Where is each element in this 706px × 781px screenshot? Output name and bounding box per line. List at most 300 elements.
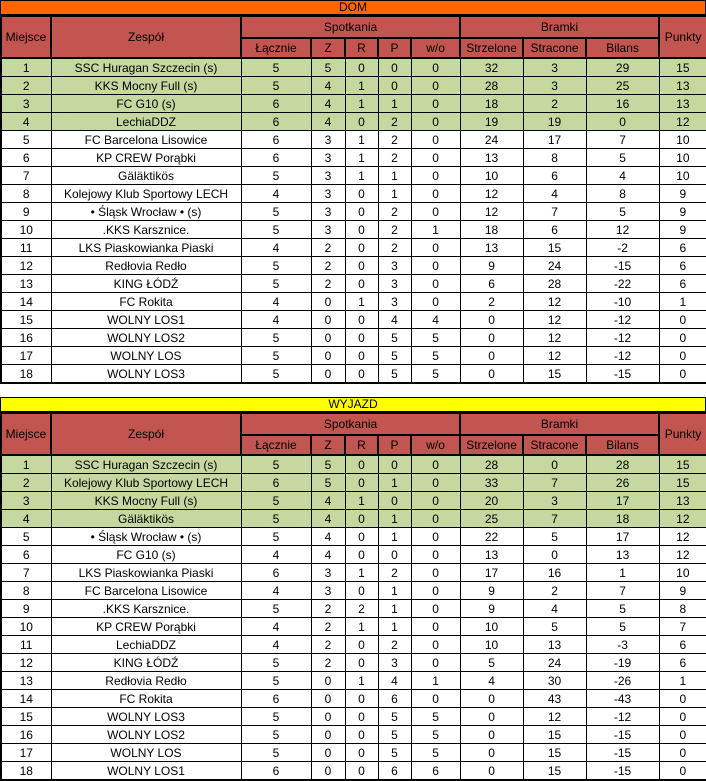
cell-total: 4 (241, 239, 311, 257)
cell-gf: 28 (460, 77, 523, 95)
wyjazd-section (0, 397, 706, 781)
cell-ga: 5 (523, 618, 586, 636)
cell-l: 1 (378, 510, 411, 528)
cell-d: 1 (345, 672, 378, 690)
cell-pos: 18 (1, 365, 51, 384)
cell-w: 3 (311, 221, 345, 239)
table-row (1, 455, 706, 474)
cell-gf: 19 (460, 113, 523, 131)
cell-l: 3 (378, 257, 411, 275)
cell-w: 2 (311, 239, 345, 257)
cell-diff: 13 (586, 546, 659, 564)
cell-gf: 9 (460, 600, 523, 618)
cell-team: WOLNY LOS1 (51, 311, 241, 329)
table-row (1, 131, 706, 149)
cell-l: 1 (378, 474, 411, 492)
cell-diff: 17 (586, 528, 659, 546)
cell-team: FC Rokita (51, 293, 241, 311)
cell-total: 5 (241, 744, 311, 762)
cell-pts: 6 (659, 239, 706, 257)
cell-pts: 6 (659, 257, 706, 275)
cell-l: 1 (378, 185, 411, 203)
cell-w: 4 (311, 546, 345, 564)
cell-l: 2 (378, 131, 411, 149)
cell-diff: 5 (586, 149, 659, 167)
table-row (1, 95, 706, 113)
cell-l: 0 (378, 455, 411, 474)
cell-ga: 15 (523, 726, 586, 744)
cell-gf: 32 (460, 58, 523, 77)
cell-pts: 13 (659, 77, 706, 95)
cell-pos: 1 (1, 455, 51, 474)
cell-gf: 10 (460, 167, 523, 185)
cell-d: 1 (345, 293, 378, 311)
cell-gf: 28 (460, 455, 523, 474)
cell-gf: 13 (460, 239, 523, 257)
cell-pts: 15 (659, 455, 706, 474)
cell-gf: 10 (460, 618, 523, 636)
col-header-lacznie: Łącznie (241, 38, 311, 58)
table-row (1, 239, 706, 257)
col-header-r: R (345, 435, 378, 455)
cell-ga: 24 (523, 257, 586, 275)
cell-w: 0 (311, 690, 345, 708)
cell-wo: 0 (411, 546, 460, 564)
cell-pts: 1 (659, 672, 706, 690)
wyjazd-table-body (1, 455, 706, 780)
cell-w: 3 (311, 131, 345, 149)
cell-total: 5 (241, 275, 311, 293)
cell-team: • Śląsk Wrocław • (s) (51, 203, 241, 221)
cell-l: 0 (378, 492, 411, 510)
cell-pts: 9 (659, 582, 706, 600)
cell-gf: 0 (460, 690, 523, 708)
table-row (1, 329, 706, 347)
cell-pts: 13 (659, 95, 706, 113)
cell-d: 0 (345, 654, 378, 672)
col-header-p: P (378, 38, 411, 58)
cell-total: 5 (241, 257, 311, 275)
cell-pos: 1 (1, 58, 51, 77)
cell-l: 1 (378, 95, 411, 113)
cell-team: Redłovia Redło (51, 672, 241, 690)
cell-pos: 11 (1, 239, 51, 257)
cell-d: 0 (345, 221, 378, 239)
cell-pos: 15 (1, 708, 51, 726)
cell-l: 4 (378, 672, 411, 690)
cell-diff: -15 (586, 726, 659, 744)
cell-w: 3 (311, 582, 345, 600)
cell-w: 4 (311, 95, 345, 113)
cell-w: 4 (311, 510, 345, 528)
cell-ga: 7 (523, 203, 586, 221)
cell-diff: 5 (586, 600, 659, 618)
cell-diff: -10 (586, 293, 659, 311)
cell-diff: -12 (586, 347, 659, 365)
cell-ga: 28 (523, 275, 586, 293)
section-divider (0, 384, 706, 397)
cell-wo: 0 (411, 167, 460, 185)
cell-pos: 4 (1, 113, 51, 131)
cell-total: 5 (241, 365, 311, 384)
cell-ga: 15 (523, 762, 586, 781)
cell-total: 6 (241, 149, 311, 167)
table-row (1, 77, 706, 95)
cell-l: 1 (378, 600, 411, 618)
cell-l: 0 (378, 546, 411, 564)
cell-wo: 0 (411, 528, 460, 546)
cell-gf: 0 (460, 329, 523, 347)
cell-w: 4 (311, 492, 345, 510)
cell-team: LKS Piaskowianka Piaski (51, 564, 241, 582)
cell-l: 5 (378, 347, 411, 365)
cell-ga: 3 (523, 58, 586, 77)
cell-d: 0 (345, 329, 378, 347)
cell-ga: 19 (523, 113, 586, 131)
cell-l: 2 (378, 203, 411, 221)
cell-ga: 8 (523, 149, 586, 167)
cell-pts: 0 (659, 311, 706, 329)
cell-pos: 12 (1, 257, 51, 275)
cell-gf: 0 (460, 347, 523, 365)
cell-wo: 5 (411, 726, 460, 744)
cell-pts: 13 (659, 492, 706, 510)
cell-team: KKS Mocny Full (s) (51, 492, 241, 510)
table-row (1, 347, 706, 365)
cell-w: 2 (311, 257, 345, 275)
cell-d: 0 (345, 275, 378, 293)
cell-diff: -12 (586, 329, 659, 347)
table-row (1, 708, 706, 726)
table-row (1, 492, 706, 510)
cell-d: 0 (345, 528, 378, 546)
cell-team: KKS Mocny Full (s) (51, 77, 241, 95)
cell-total: 4 (241, 311, 311, 329)
cell-l: 1 (378, 618, 411, 636)
cell-total: 5 (241, 672, 311, 690)
col-header-z: Z (311, 435, 345, 455)
cell-l: 4 (378, 311, 411, 329)
cell-pts: 0 (659, 744, 706, 762)
cell-team: WOLNY LOS (51, 347, 241, 365)
cell-ga: 4 (523, 185, 586, 203)
cell-ga: 12 (523, 293, 586, 311)
cell-l: 3 (378, 293, 411, 311)
cell-total: 5 (241, 708, 311, 726)
cell-wo: 0 (411, 203, 460, 221)
cell-gf: 25 (460, 510, 523, 528)
cell-total: 6 (241, 564, 311, 582)
cell-d: 0 (345, 239, 378, 257)
cell-total: 5 (241, 329, 311, 347)
cell-w: 0 (311, 347, 345, 365)
cell-pts: 0 (659, 365, 706, 384)
cell-pts: 0 (659, 347, 706, 365)
cell-wo: 0 (411, 95, 460, 113)
cell-ga: 6 (523, 167, 586, 185)
cell-w: 5 (311, 455, 345, 474)
cell-l: 3 (378, 275, 411, 293)
cell-pts: 10 (659, 564, 706, 582)
cell-ga: 2 (523, 95, 586, 113)
cell-diff: -15 (586, 744, 659, 762)
cell-pts: 0 (659, 708, 706, 726)
cell-total: 4 (241, 293, 311, 311)
cell-ga: 17 (523, 131, 586, 149)
cell-wo: 4 (411, 311, 460, 329)
cell-pts: 9 (659, 221, 706, 239)
wyjazd-league-table (0, 412, 706, 781)
col-group-spotkania: Spotkania (241, 413, 460, 435)
cell-pts: 15 (659, 58, 706, 77)
cell-team: LechiaDDZ (51, 636, 241, 654)
cell-wo: 0 (411, 510, 460, 528)
cell-pos: 7 (1, 564, 51, 582)
wyjazd-section-title: WYJAZD (0, 397, 706, 412)
cell-pts: 10 (659, 131, 706, 149)
cell-pos: 10 (1, 618, 51, 636)
cell-pos: 9 (1, 203, 51, 221)
cell-diff: 1 (586, 564, 659, 582)
cell-w: 4 (311, 113, 345, 131)
cell-gf: 24 (460, 131, 523, 149)
cell-gf: 12 (460, 185, 523, 203)
cell-ga: 13 (523, 636, 586, 654)
cell-wo: 0 (411, 492, 460, 510)
cell-d: 1 (345, 618, 378, 636)
cell-gf: 0 (460, 365, 523, 384)
cell-diff: -15 (586, 257, 659, 275)
cell-diff: -26 (586, 672, 659, 690)
cell-ga: 15 (523, 744, 586, 762)
cell-pts: 1 (659, 293, 706, 311)
cell-d: 0 (345, 257, 378, 275)
cell-diff: -15 (586, 762, 659, 781)
cell-wo: 5 (411, 744, 460, 762)
cell-gf: 18 (460, 221, 523, 239)
cell-total: 5 (241, 347, 311, 365)
col-header-wo: w/o (411, 38, 460, 58)
cell-wo: 0 (411, 113, 460, 131)
cell-pos: 14 (1, 690, 51, 708)
cell-d: 1 (345, 95, 378, 113)
cell-pts: 9 (659, 203, 706, 221)
table-row (1, 690, 706, 708)
col-header-bilans: Bilans (586, 38, 659, 58)
cell-d: 0 (345, 762, 378, 781)
cell-d: 0 (345, 510, 378, 528)
cell-pos: 10 (1, 221, 51, 239)
col-header-miejsce: Miejsce (1, 413, 51, 455)
cell-l: 2 (378, 149, 411, 167)
cell-pts: 12 (659, 113, 706, 131)
cell-total: 5 (241, 167, 311, 185)
table-row (1, 762, 706, 781)
cell-team: KING ŁÓDŹ (51, 275, 241, 293)
cell-total: 5 (241, 455, 311, 474)
cell-total: 4 (241, 618, 311, 636)
cell-diff: 18 (586, 510, 659, 528)
cell-team: Redłovia Redło (51, 257, 241, 275)
cell-total: 4 (241, 636, 311, 654)
cell-wo: 0 (411, 239, 460, 257)
col-group-spotkania: Spotkania (241, 16, 460, 38)
cell-diff: -2 (586, 239, 659, 257)
cell-team: LechiaDDZ (51, 113, 241, 131)
cell-team: LKS Piaskowianka Piaski (51, 239, 241, 257)
cell-wo: 0 (411, 564, 460, 582)
cell-w: 3 (311, 564, 345, 582)
cell-ga: 12 (523, 708, 586, 726)
cell-gf: 0 (460, 762, 523, 781)
cell-team: KP CREW Porąbki (51, 618, 241, 636)
cell-w: 0 (311, 329, 345, 347)
cell-w: 0 (311, 726, 345, 744)
cell-wo: 6 (411, 762, 460, 781)
col-header-punkty: Punkty (659, 16, 706, 58)
cell-team: WOLNY LOS2 (51, 329, 241, 347)
cell-team: Gäläktikös (51, 167, 241, 185)
cell-pts: 12 (659, 510, 706, 528)
cell-team: FC Rokita (51, 690, 241, 708)
col-header-miejsce: Miejsce (1, 16, 51, 58)
table-row (1, 564, 706, 582)
cell-team: WOLNY LOS3 (51, 365, 241, 384)
cell-d: 1 (345, 131, 378, 149)
table-row (1, 510, 706, 528)
cell-gf: 2 (460, 293, 523, 311)
cell-ga: 2 (523, 582, 586, 600)
cell-wo: 0 (411, 131, 460, 149)
cell-team: • Śląsk Wrocław • (s) (51, 528, 241, 546)
cell-d: 1 (345, 77, 378, 95)
cell-wo: 1 (411, 221, 460, 239)
table-row (1, 365, 706, 384)
cell-d: 0 (345, 726, 378, 744)
cell-gf: 22 (460, 528, 523, 546)
cell-wo: 5 (411, 347, 460, 365)
col-header-wo: w/o (411, 435, 460, 455)
cell-w: 0 (311, 762, 345, 781)
cell-w: 4 (311, 528, 345, 546)
cell-ga: 12 (523, 347, 586, 365)
col-header-zespol: Zespół (51, 413, 241, 455)
cell-w: 4 (311, 77, 345, 95)
cell-l: 5 (378, 744, 411, 762)
cell-d: 0 (345, 365, 378, 384)
cell-pos: 13 (1, 672, 51, 690)
cell-diff: 17 (586, 492, 659, 510)
cell-total: 4 (241, 582, 311, 600)
cell-ga: 0 (523, 546, 586, 564)
cell-team: FC G10 (s) (51, 95, 241, 113)
cell-w: 0 (311, 311, 345, 329)
cell-ga: 7 (523, 474, 586, 492)
cell-d: 0 (345, 185, 378, 203)
cell-total: 6 (241, 95, 311, 113)
cell-total: 5 (241, 221, 311, 239)
cell-pts: 15 (659, 474, 706, 492)
cell-pos: 15 (1, 311, 51, 329)
cell-d: 0 (345, 113, 378, 131)
cell-wo: 0 (411, 582, 460, 600)
table-row (1, 58, 706, 77)
table-row (1, 167, 706, 185)
cell-wo: 0 (411, 690, 460, 708)
table-row (1, 744, 706, 762)
cell-diff: 12 (586, 221, 659, 239)
col-header-zespol: Zespół (51, 16, 241, 58)
cell-total: 5 (241, 58, 311, 77)
table-row (1, 672, 706, 690)
table-row (1, 275, 706, 293)
cell-team: KP CREW Porąbki (51, 149, 241, 167)
cell-pts: 8 (659, 600, 706, 618)
cell-d: 0 (345, 744, 378, 762)
cell-wo: 0 (411, 654, 460, 672)
col-header-lacznie: Łącznie (241, 435, 311, 455)
col-header-z: Z (311, 38, 345, 58)
cell-l: 2 (378, 564, 411, 582)
col-header-stracone: Stracone (523, 38, 586, 58)
cell-w: 2 (311, 618, 345, 636)
cell-d: 1 (345, 564, 378, 582)
cell-team: FC Barcelona Lisowice (51, 582, 241, 600)
cell-pts: 9 (659, 185, 706, 203)
cell-w: 5 (311, 474, 345, 492)
cell-wo: 5 (411, 329, 460, 347)
table-row (1, 113, 706, 131)
table-row (1, 726, 706, 744)
cell-d: 0 (345, 546, 378, 564)
cell-w: 0 (311, 293, 345, 311)
cell-l: 6 (378, 762, 411, 781)
cell-team: KING ŁÓDŹ (51, 654, 241, 672)
cell-team: FC Barcelona Lisowice (51, 131, 241, 149)
cell-d: 1 (345, 167, 378, 185)
cell-d: 2 (345, 600, 378, 618)
cell-total: 6 (241, 113, 311, 131)
cell-gf: 0 (460, 708, 523, 726)
cell-pos: 16 (1, 329, 51, 347)
cell-pts: 6 (659, 654, 706, 672)
cell-w: 0 (311, 708, 345, 726)
cell-team: WOLNY LOS3 (51, 708, 241, 726)
cell-gf: 6 (460, 275, 523, 293)
cell-w: 2 (311, 275, 345, 293)
col-header-stracone: Stracone (523, 435, 586, 455)
cell-wo: 0 (411, 58, 460, 77)
cell-wo: 0 (411, 185, 460, 203)
cell-total: 5 (241, 528, 311, 546)
col-group-bramki: Bramki (460, 413, 659, 435)
cell-d: 0 (345, 474, 378, 492)
cell-team: WOLNY LOS2 (51, 726, 241, 744)
cell-wo: 0 (411, 149, 460, 167)
cell-team: Kolejowy Klub Sportowy LECH (51, 185, 241, 203)
cell-w: 0 (311, 672, 345, 690)
cell-total: 5 (241, 654, 311, 672)
cell-wo: 0 (411, 257, 460, 275)
cell-diff: 5 (586, 203, 659, 221)
cell-ga: 43 (523, 690, 586, 708)
cell-wo: 0 (411, 618, 460, 636)
cell-total: 4 (241, 185, 311, 203)
cell-diff: -15 (586, 365, 659, 384)
cell-l: 0 (378, 58, 411, 77)
cell-pts: 7 (659, 618, 706, 636)
cell-team: FC G10 (s) (51, 546, 241, 564)
